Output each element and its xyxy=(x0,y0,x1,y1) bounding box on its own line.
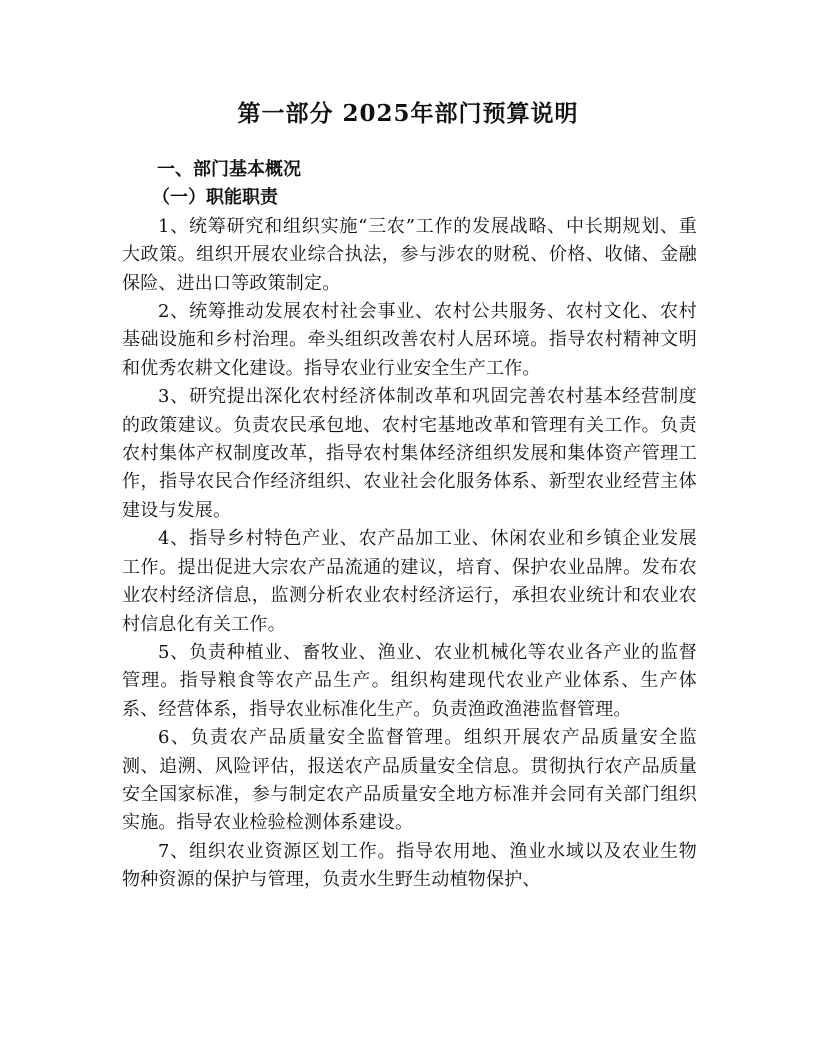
paragraph: 6、负责农产品质量安全监督管理。组织开展农产品质量安全监测、追溯、风险评估，报送农产品质量安全信息。贯彻执行农产品质量安全国家标准，参与制定农产品质量安全地方标准并会同有关部门组织实施。指导农业检验检测体系建设。 xyxy=(122,727,697,834)
section-heading: 一、部门基本概况 xyxy=(157,159,301,180)
paragraph: 1、统筹研究和组织实施“三农”工作的发展战略、中长期规划、重大政策。组织开展农业综合执法，参与涉农的财税、价格、收储、金融保险、进出口等政策制定。 xyxy=(122,215,697,294)
paragraph: 2、统筹推动发展农村社会事业、农村公共服务、农村文化、农村基础设施和乡村治理。牵头组织改善农村人居环境。指导农村精神文明和优秀农耕文化建设。指导农业行业安全生产工作。 xyxy=(122,301,697,379)
paragraph: 5、负责种植业、畜牧业、渔业、农业机械化等农业各产业的监督管理。指导粮食等农产品生产。组织构建现代农业产业体系、生产体系、经营体系，指导农业标准化生产。负责渔政渔港监督管理。 xyxy=(122,641,697,720)
paragraph: 7、组织农业资源区划工作。指导农用地、渔业水域以及农业生物物种资源的保护与管理，负责水生野生动植物保护、 xyxy=(122,840,697,891)
subsection-heading: （一）职能职责 xyxy=(152,187,278,209)
paragraph: 3、研究提出深化农村经济体制改革和巩固完善农村基本经营制度的政策建议。负责农民承包地、农村宅基地改革和管理有关工作。负责农村集体产权制度改革，指导农村集体经济组织发展和集体资产管理工作，指导农民合作经济组织、农业社会化服务体系、新型农业经营主体建设与发展。 xyxy=(122,386,697,521)
document-body xyxy=(122,156,697,895)
paragraph: 4、指导乡村特色产业、农产品加工业、休闲农业和乡镇企业发展工作。提出促进大宗农产品流通的建议，培育、保护农业品牌。发布农业农村经济信息，监测分析农业农村经济运行，承担农业统计和农业农村信息化有关工作。 xyxy=(122,528,697,635)
page-title: 第一部分 2025年部门预算说明 xyxy=(237,100,579,127)
